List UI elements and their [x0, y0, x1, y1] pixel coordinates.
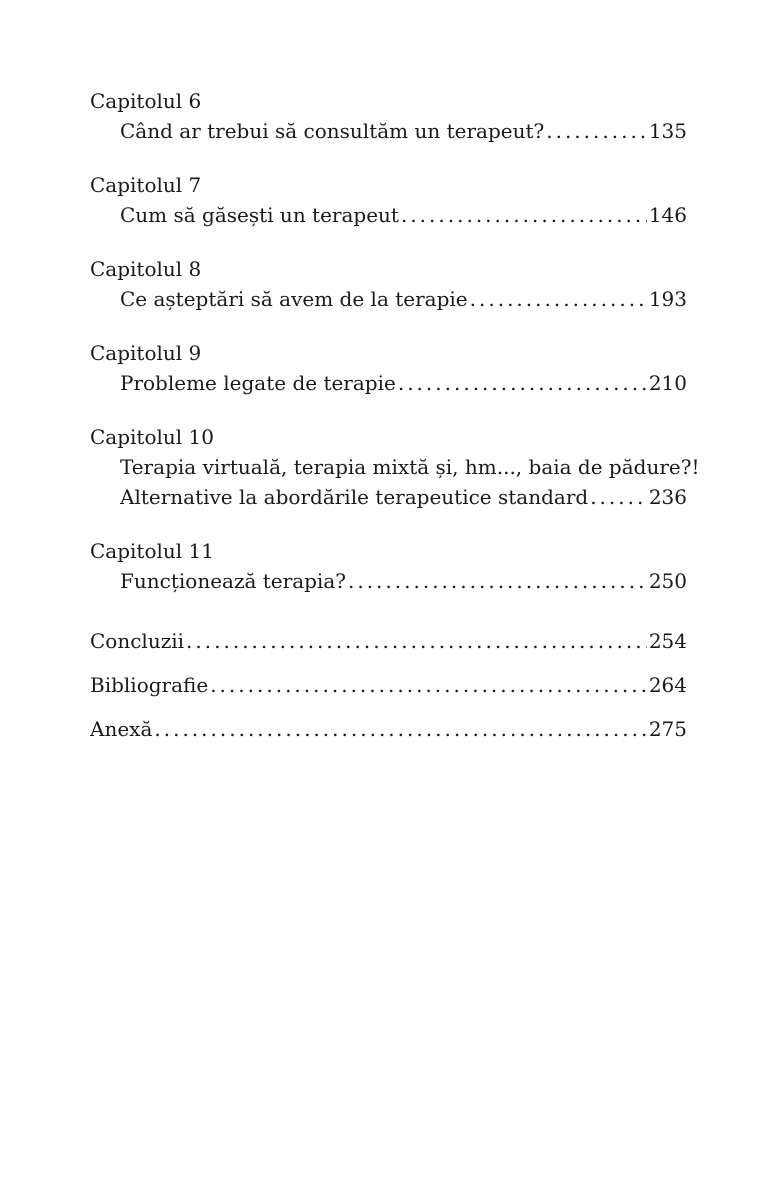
page-number: 236: [648, 485, 687, 509]
toc-entry[interactable]: [120, 284, 687, 314]
dot-leader: [398, 368, 647, 398]
entry-title: Concluzii: [90, 629, 185, 653]
dot-leader: [401, 200, 647, 230]
page-number: 275: [648, 717, 687, 741]
page-number: 254: [648, 629, 687, 653]
dot-leader: [186, 626, 647, 656]
toc-entry-concluzii[interactable]: [90, 626, 687, 656]
toc-entry[interactable]: [120, 482, 687, 512]
chapter-label: Capitolul 6: [90, 89, 202, 113]
dot-leader: [470, 284, 647, 314]
page-number: 210: [648, 371, 687, 395]
entry-title: Alternative la abordările terapeutice standard: [120, 485, 589, 509]
dot-leader: [210, 670, 647, 700]
entry-title-line: Terapia virtuală, terapia mixtă și, hm..., baia de pădure?!: [120, 455, 700, 479]
chapter-label: Capitolul 8: [90, 257, 202, 281]
dot-leader: [348, 566, 647, 596]
toc-entry[interactable]: [120, 116, 687, 146]
toc-chapter-7: [90, 170, 687, 230]
page-number: 135: [648, 119, 687, 143]
toc-chapter-10: [90, 422, 700, 512]
toc-chapter-6: [90, 86, 687, 146]
toc-entry[interactable]: [120, 368, 687, 398]
toc-entry-bibliografie[interactable]: [90, 670, 687, 700]
toc-chapter-11: [90, 536, 687, 596]
table-of-contents: [90, 86, 700, 758]
chapter-label: Capitolul 7: [90, 173, 202, 197]
chapter-label: Capitolul 11: [90, 539, 214, 563]
entry-title: Ce așteptări să avem de la terapie: [120, 287, 468, 311]
dot-leader: [154, 714, 646, 744]
toc-chapter-9: [90, 338, 687, 398]
page-number: 264: [648, 673, 687, 697]
chapter-label: Capitolul 9: [90, 341, 202, 365]
toc-entry[interactable]: [120, 566, 687, 596]
entry-title: Cum să găsești un terapeut: [120, 203, 399, 227]
entry-title: Anexă: [90, 717, 153, 741]
dot-leader: [546, 116, 647, 146]
entry-title: Probleme legate de terapie: [120, 371, 396, 395]
page-number: 193: [648, 287, 687, 311]
toc-entry[interactable]: [120, 200, 687, 230]
dot-leader: [590, 482, 647, 512]
chapter-label: Capitolul 10: [90, 425, 214, 449]
page-number: 146: [648, 203, 687, 227]
toc-chapter-8: [90, 254, 687, 314]
entry-title: Bibliografie: [90, 673, 209, 697]
page-number: 250: [648, 569, 687, 593]
entry-title: Când ar trebui să consultăm un terapeut?: [120, 119, 545, 143]
toc-entry-anexa[interactable]: [90, 714, 687, 744]
entry-title: Funcționează terapia?: [120, 569, 346, 593]
